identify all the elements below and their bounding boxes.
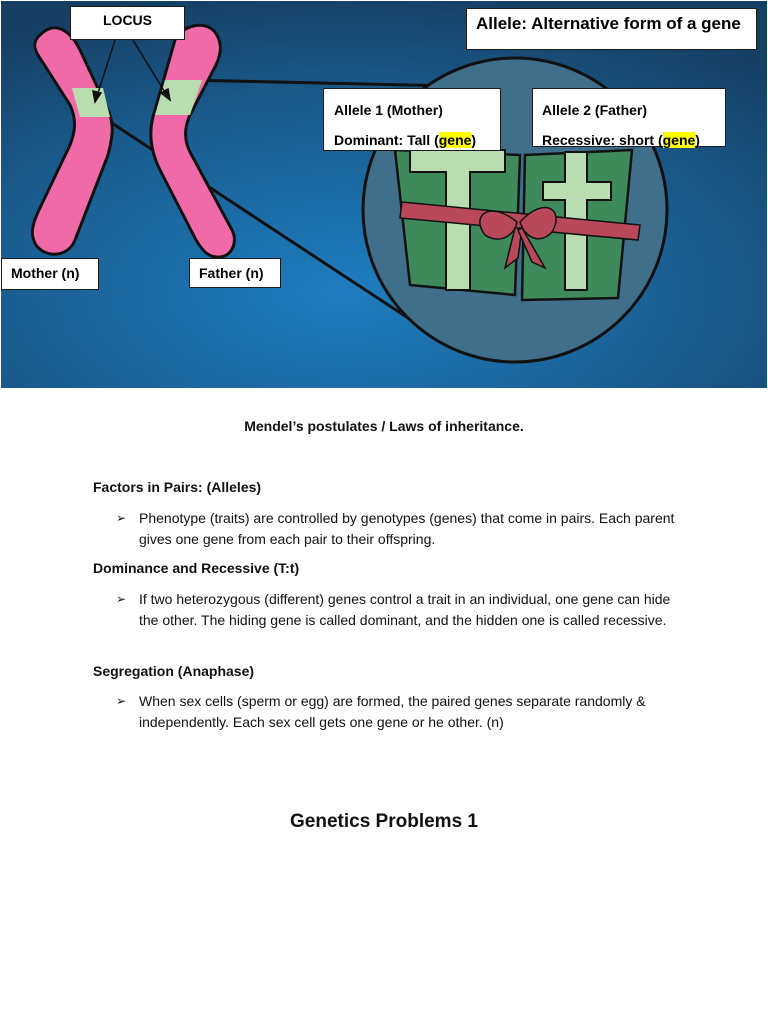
allele1-box xyxy=(323,88,501,151)
bullet-text: If two heterozygous (different) genes control a trait in an individual, one gene can hide the other. The hiding gene is called dominant, and the hidden one is called recessive. xyxy=(139,591,671,628)
genetics-problems-heading: Genetics Problems 1 xyxy=(290,811,478,832)
section-heading-dominance: Dominance and Recessive (T:t) xyxy=(93,560,300,576)
allele2-title: Allele 2 (Father) xyxy=(542,102,648,118)
allele2-trait xyxy=(542,125,725,155)
allele1-trait-suffix: ) xyxy=(471,132,477,148)
bullet-text: Phenotype (traits) are controlled by genotypes (genes) that come in pairs. Each parent gives one gene from each pair to their offspring. xyxy=(139,510,675,547)
allele2-gene-highlight: gene xyxy=(662,132,696,148)
father-label: Father (n) xyxy=(189,258,281,288)
section-heading-factors: Factors in Pairs: (Alleles) xyxy=(93,479,262,495)
bullet-arrow-icon: ➢ xyxy=(116,592,127,606)
section-heading-segregation: Segregation (Anaphase) xyxy=(93,663,255,679)
bullet-text: When sex cells (sperm or egg) are formed, the paired genes separate randomly & independently. Each sex cell gets one gene or he other. (n) xyxy=(139,693,646,730)
allele2-trait-suffix: ) xyxy=(695,132,700,148)
bullet-segregation xyxy=(116,691,686,733)
bullet-factors xyxy=(116,508,686,550)
illustration-graphic xyxy=(0,0,768,390)
allele1-trait-prefix: Dominant: Tall ( xyxy=(334,132,439,148)
allele1-trait xyxy=(334,125,500,155)
allele2-trait-prefix: Recessive: short ( xyxy=(542,132,663,148)
document-title: Mendel’s postulates / Laws of inheritance. xyxy=(244,418,524,434)
allele-definition: Allele: Alternative form of a gene xyxy=(466,8,757,50)
bullet-dominance xyxy=(116,589,686,631)
allele2-box xyxy=(532,88,726,147)
allele1-gene-highlight: gene xyxy=(438,132,472,148)
allele1-title: Allele 1 (Mother) xyxy=(334,102,443,118)
locus-label: LOCUS xyxy=(70,6,185,40)
mother-label: Mother (n) xyxy=(1,258,99,290)
bullet-arrow-icon: ➢ xyxy=(116,511,127,525)
allele-illustration xyxy=(0,0,768,390)
bullet-arrow-icon: ➢ xyxy=(116,694,127,708)
